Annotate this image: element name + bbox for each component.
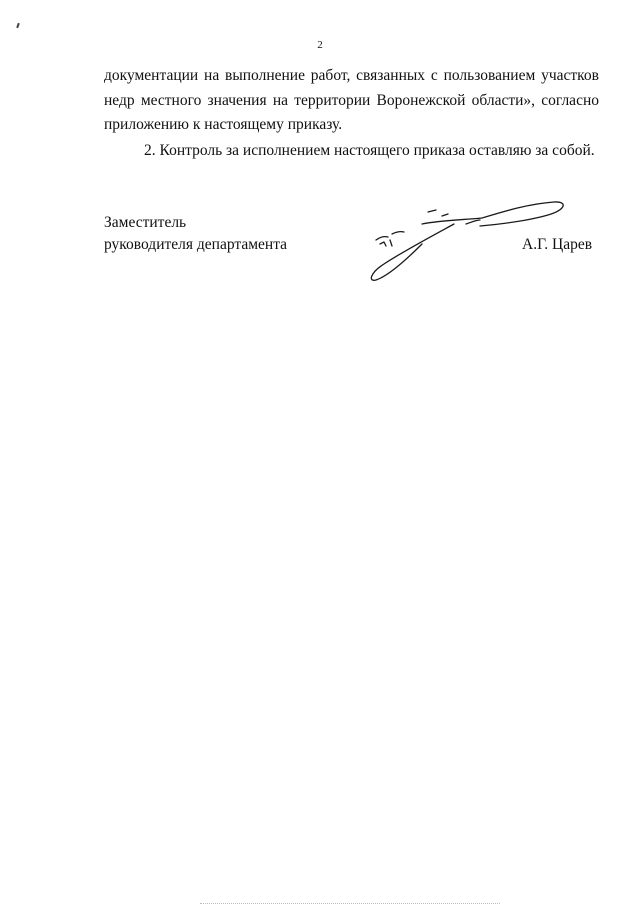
- paragraph-control-clause: 2. Контроль за исполнением настоящего приказа оставляю за собой.: [144, 141, 595, 159]
- page-number: 2: [317, 39, 323, 51]
- signatory-title-line-1: Заместитель: [104, 214, 187, 231]
- document-body: [104, 64, 599, 163]
- signatory-name: А.Г. Царев: [522, 236, 593, 253]
- signatory-title: [104, 212, 287, 256]
- paragraph-continuation: документации на выполнение работ, связанных с пользованием участков недр местного значения на территории Воронежской области», согласно приложению к настоящему приказу.: [104, 67, 599, 133]
- scan-speck: [16, 23, 20, 28]
- signatory-title-line-2: руководителя департамента: [104, 236, 288, 253]
